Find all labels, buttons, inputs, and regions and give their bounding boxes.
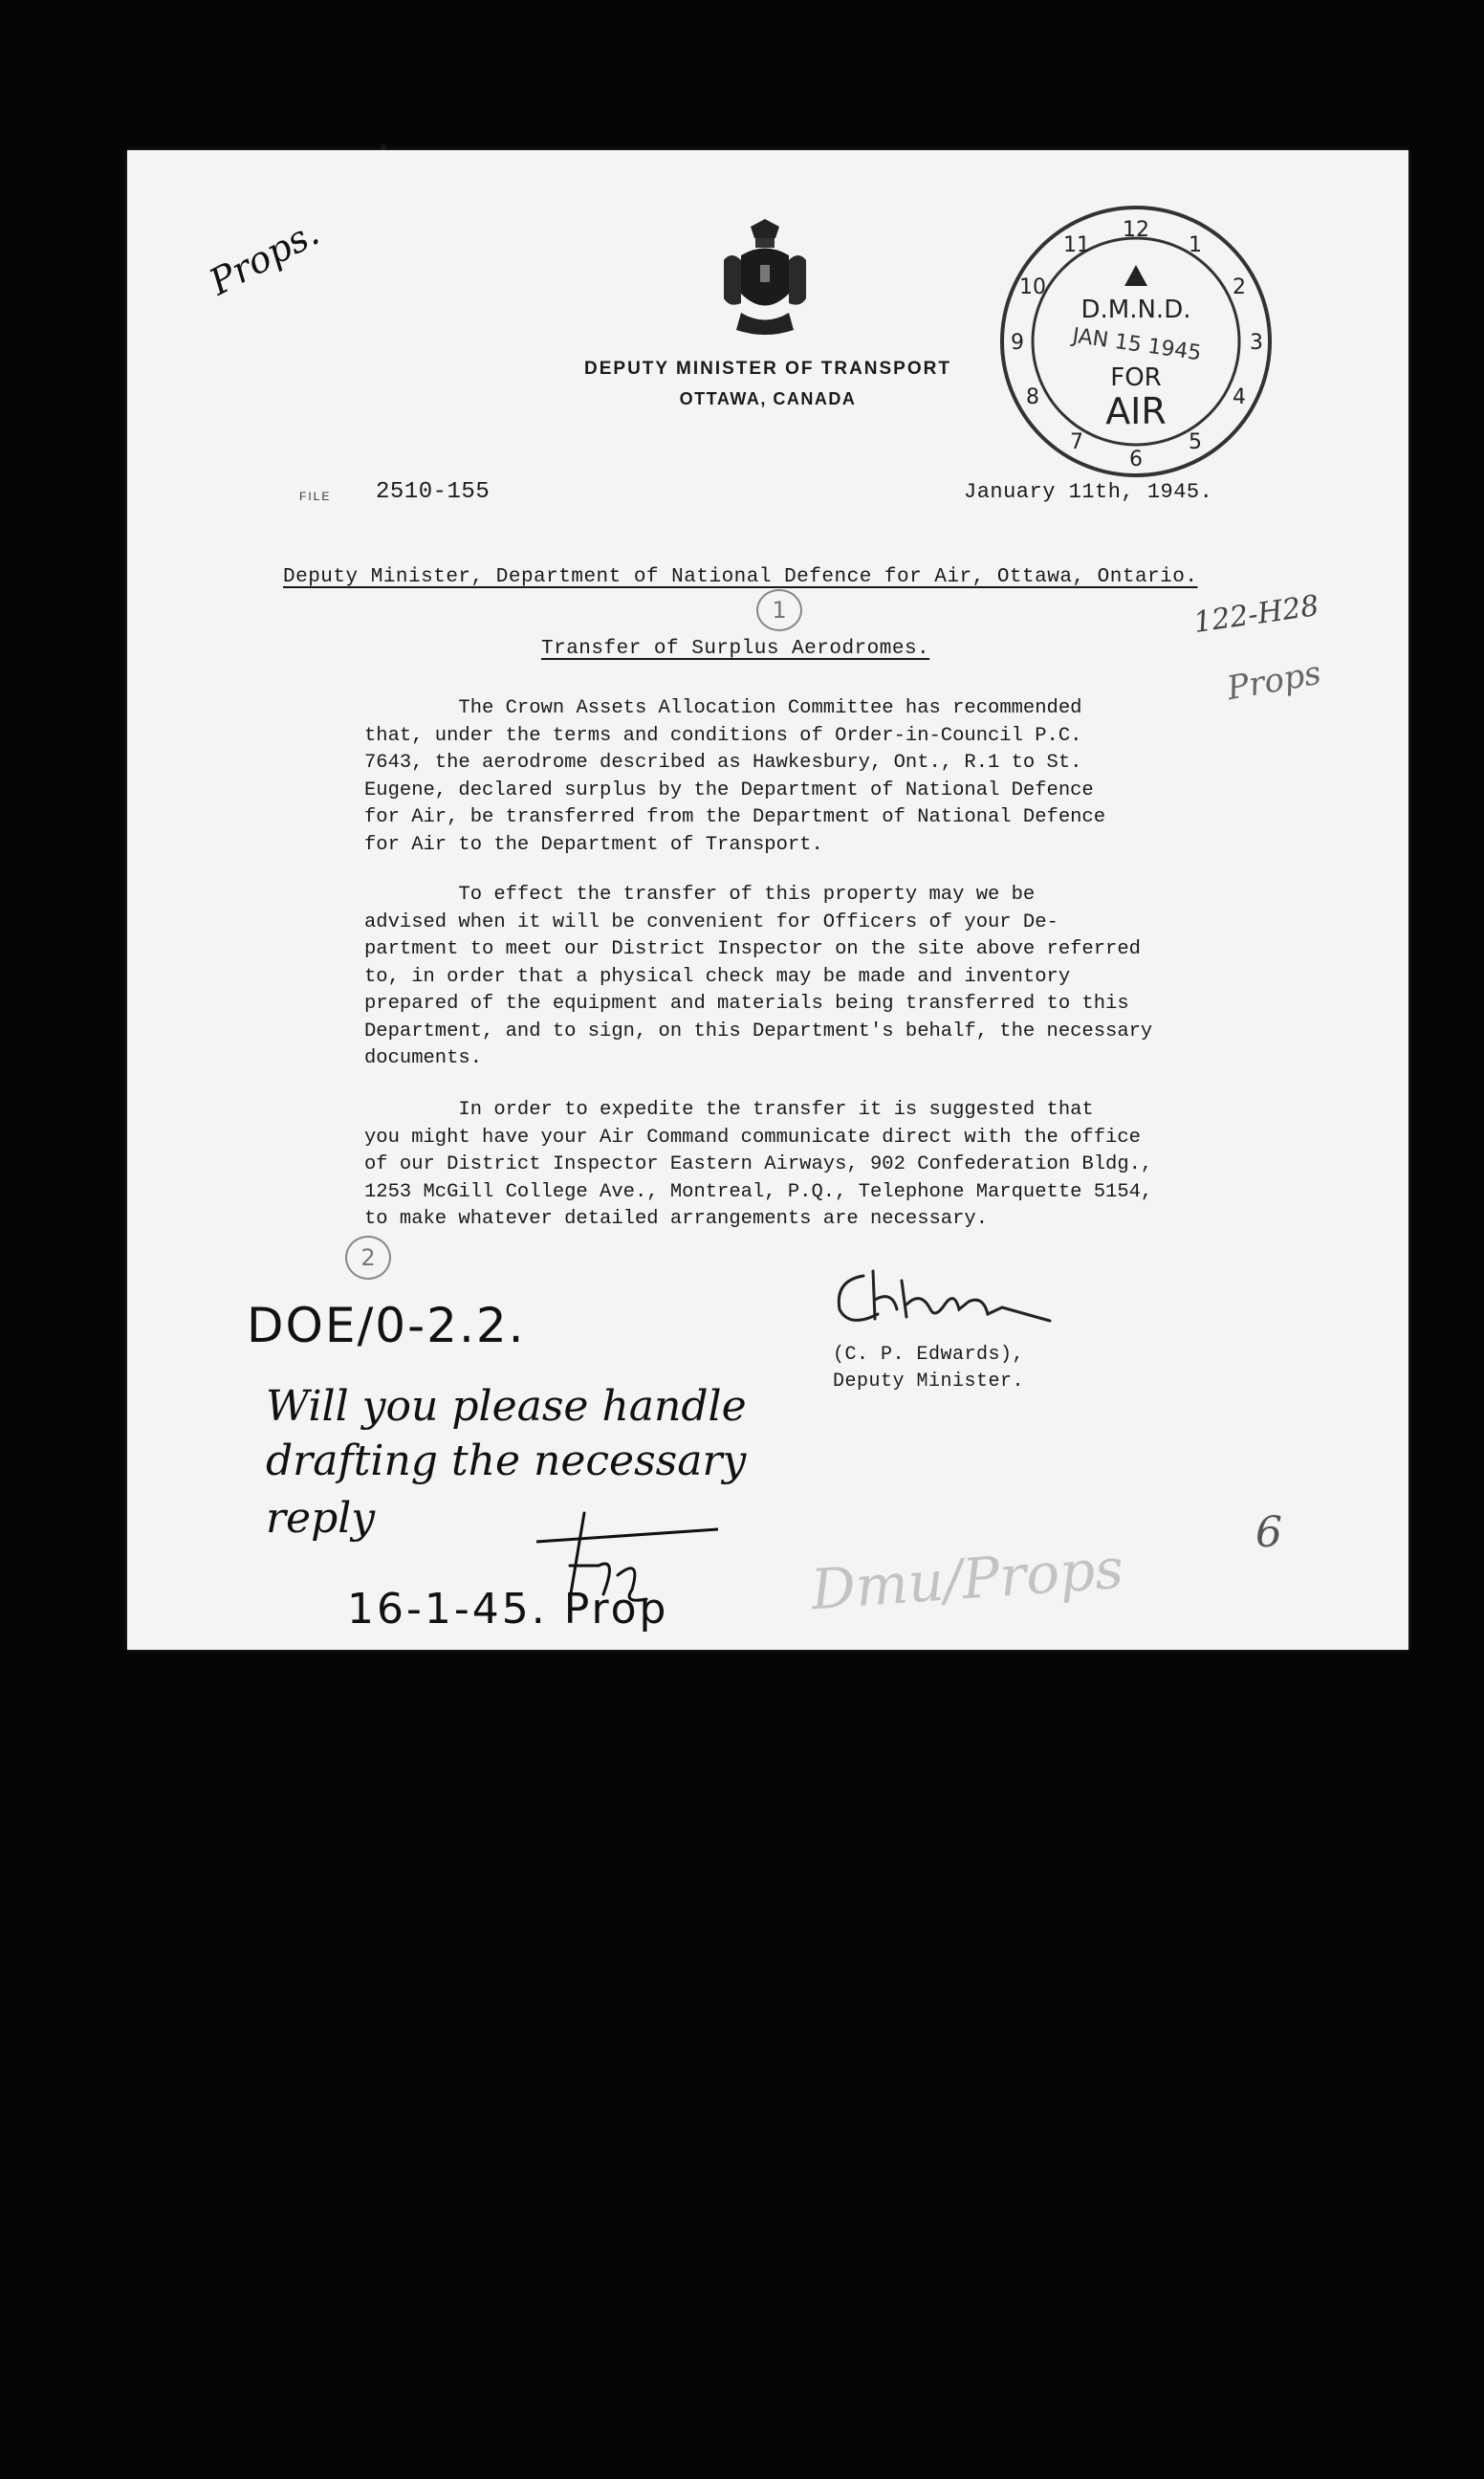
circled-annotation-1: 1	[756, 589, 802, 631]
coat-of-arms-crest	[712, 217, 818, 341]
stamp-air: AIR	[1105, 390, 1167, 432]
stamp-clock-number: 11	[1063, 233, 1090, 257]
handwritten-file-ref: DOE/0-2.2.	[247, 1298, 526, 1353]
body-paragraph: The Crown Assets Allocation Committee has recommended that, under the terms and conditions of Order-in-Council P.C. 7643, the aerodrome described as Hawkesbury, Ont., R.1 to St. Eugene, declared surplus by the Department of National Defence for Air, be transferred from the Department of National Defence for Air to the Department of Transport.	[364, 697, 1106, 856]
body-paragraph: In order to expedite the transfer it is suggested that you might have your Air Command communicate direct with the office of our District Inspector Eastern Airways, 902 Confederation Bldg., 1253 McGill College Ave., Montreal, P.Q., Telephone Marquette 5154, to make whatever detailed arrangements are necessary.	[364, 1099, 1153, 1230]
stamp-clock-number: 12	[1123, 218, 1149, 242]
handwritten-instruction-line: Will you please handle	[266, 1382, 747, 1431]
handwritten-instruction-line: drafting the necessary	[266, 1437, 747, 1485]
signatory-name: (C. P. Edwards),	[833, 1344, 1025, 1366]
handwritten-page-number: 6	[1255, 1508, 1282, 1557]
stamp-clock-number: 7	[1070, 430, 1083, 454]
handwritten-file-ref-right: 122-H28	[1191, 589, 1321, 640]
stamp-clock-number: 8	[1026, 385, 1039, 409]
handwritten-date: 16-1-45. Prop	[347, 1585, 669, 1634]
handwritten-note-top: Props.	[202, 210, 326, 304]
faint-handwritten-note: Dmu/Props	[809, 1535, 1125, 1623]
subject-line: Transfer of Surplus Aerodromes.	[541, 638, 930, 660]
letter-page	[127, 150, 1408, 1650]
signatory-title: Deputy Minister.	[833, 1371, 1025, 1393]
handwritten-note-right: Props	[1224, 653, 1324, 709]
body-paragraph: To effect the transfer of this property may we be advised when it will be convenient for Officers of your De- partment to meet our District Inspector on the site above referred to, in order that a physical check may be made and inventory prepared of the equipment and materials being transferred to this Department, and to sign, on this Department's behalf, the necessary documents.	[364, 884, 1153, 1069]
stamp-arrow-icon	[1124, 265, 1147, 286]
stamp-clock-number: 9	[1011, 331, 1024, 355]
circled-annotation-2: 2	[345, 1236, 391, 1280]
file-label: FILE	[299, 490, 332, 503]
handwritten-signature	[825, 1261, 1055, 1338]
stamp-clock-number: 5	[1189, 430, 1202, 454]
handwritten-instruction-line: reply	[266, 1494, 376, 1543]
stamp-clock-number: 1	[1189, 233, 1202, 257]
addressee: Deputy Minister, Department of National Defence for Air, Ottawa, Ontario.	[283, 566, 1198, 588]
stamp-clock-number: 6	[1129, 448, 1143, 472]
stamp-date: JAN 15 1945	[1071, 323, 1203, 366]
letter-date: January 11th, 1945.	[964, 480, 1213, 504]
stamp-clock-number: 2	[1233, 275, 1246, 299]
stamp-clock-number: 3	[1250, 331, 1263, 355]
letterhead-title: DEPUTY MINISTER OF TRANSPORT	[584, 359, 951, 379]
stamp-clock-number: 4	[1233, 385, 1246, 409]
stamp-clock-number: 10	[1019, 275, 1046, 299]
stamp-for: FOR	[1110, 363, 1162, 392]
stamp-dept: D.M.N.D.	[1080, 296, 1191, 324]
letterhead-subtitle: OTTAWA, CANADA	[679, 389, 857, 408]
file-number: 2510-155	[376, 479, 491, 505]
received-date-stamp	[993, 198, 1279, 485]
